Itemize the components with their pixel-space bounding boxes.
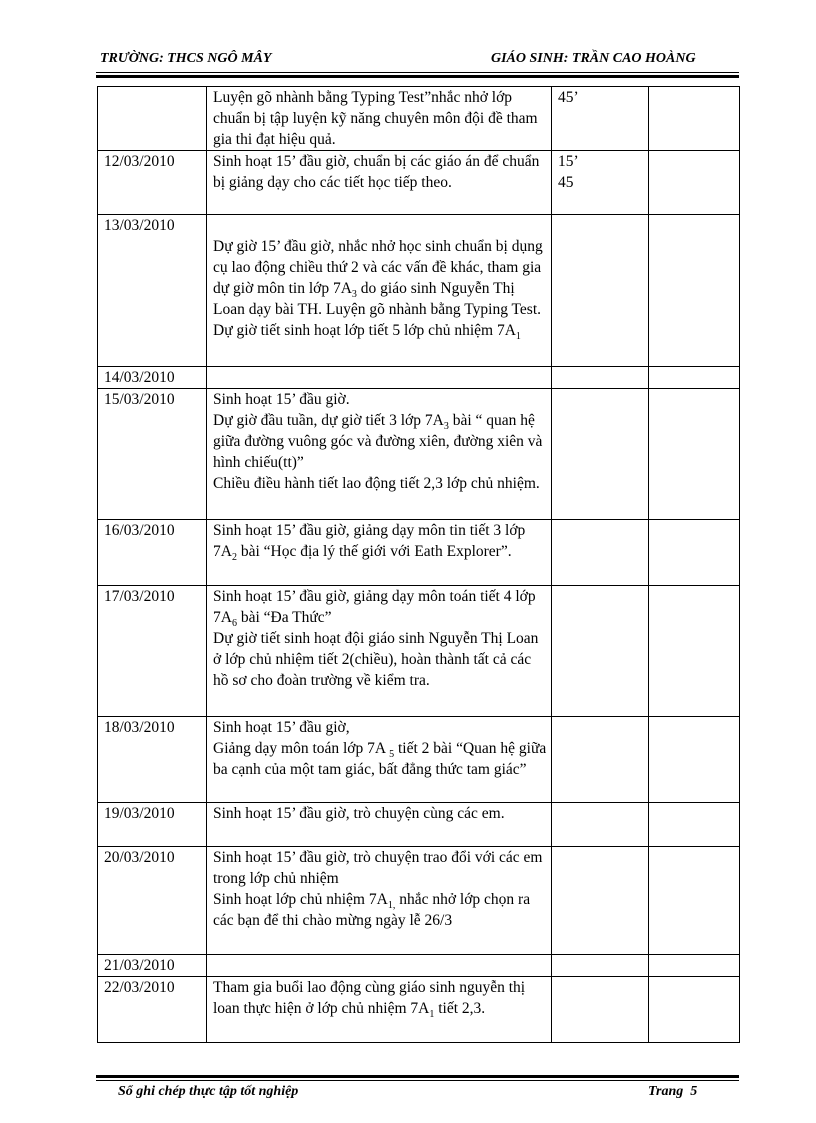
page-number <box>648 1084 697 1100</box>
date-cell: 15/03/2010 <box>98 389 207 520</box>
duration-cell: 15’ 45 <box>552 151 649 215</box>
date-cell: 20/03/2010 <box>98 847 207 955</box>
duration-cell <box>552 389 649 520</box>
note-cell <box>649 87 740 151</box>
note-cell <box>649 151 740 215</box>
table-row <box>98 367 740 389</box>
duration-cell <box>552 367 649 389</box>
note-cell <box>649 803 740 847</box>
table-row <box>98 87 740 151</box>
header-school: TRƯỜNG: THCS NGÔ MÂY <box>100 51 272 66</box>
note-cell <box>649 977 740 1043</box>
class-subscript: 3 <box>351 289 357 301</box>
note-cell <box>649 215 740 367</box>
activity-cell <box>207 717 552 803</box>
internship-log-table <box>97 86 740 1043</box>
page-label: Trang <box>648 1084 684 1099</box>
note-cell <box>649 586 740 717</box>
date-cell: 21/03/2010 <box>98 955 207 977</box>
table-row <box>98 215 740 367</box>
activity-cell <box>207 955 552 977</box>
date-cell: 14/03/2010 <box>98 367 207 389</box>
note-cell <box>649 955 740 977</box>
table-row <box>98 151 740 215</box>
table-row <box>98 717 740 803</box>
activity-cell: Sinh hoạt 15’ đầu giờ, chuẩn bị các giáo án để chuẩn bị giảng dạy cho các tiết học tiếp theo. <box>207 151 552 215</box>
page-number-value: 5 <box>690 1084 698 1099</box>
note-cell <box>649 520 740 586</box>
activity-cell: Sinh hoạt 15’ đầu giờ, trò chuyện cùng các em. <box>207 803 552 847</box>
class-subscript: 1 <box>429 1009 435 1021</box>
activity-text: Sinh hoạt 15’ đầu giờ, giảng dạy môn tin tiết 3 lớp 7A <box>213 522 526 560</box>
header-rule-thin <box>96 72 739 73</box>
date-cell: 19/03/2010 <box>98 803 207 847</box>
table-row <box>98 955 740 977</box>
activity-text: Sinh hoạt 15’ đầu giờ, Giảng dạy môn toán lớp 7A <box>213 719 386 757</box>
duration-cell: 45’ <box>552 87 649 151</box>
date-cell: 22/03/2010 <box>98 977 207 1043</box>
duration-cell <box>552 520 649 586</box>
header-student-teacher: GIÁO SINH: TRẦN CAO HOÀNG <box>491 51 696 66</box>
activity-text: tiết 2,3. <box>434 1000 486 1017</box>
date-cell: 17/03/2010 <box>98 586 207 717</box>
note-cell <box>649 367 740 389</box>
activity-text: bài “Học địa lý thế giới với Eath Explorer”. <box>236 543 512 560</box>
note-cell <box>649 717 740 803</box>
activity-text: bài “ quan hệ giữa đường vuông góc và đường xiên, đường xiên và hình chiếu(tt)” Chiều điều hành tiết lao động tiết 2,3 lớp chủ nhiệm. <box>213 412 543 492</box>
activity-cell <box>207 586 552 717</box>
table-row <box>98 520 740 586</box>
activity-cell <box>207 389 552 520</box>
duration-cell <box>552 215 649 367</box>
activity-cell <box>207 520 552 586</box>
activity-text: do giáo sinh Nguyễn Thị Loan dạy bài TH. Luyện gõ nhành bằng Typing Test. Dự giờ tiết sinh hoạt lớp tiết 5 lớp chủ nhiệm 7A <box>213 280 542 339</box>
date-cell: 12/03/2010 <box>98 151 207 215</box>
activity-cell: Luyện gõ nhành bằng Typing Test”nhắc nhở lớp chuẩn bị tập luyện kỹ năng chuyên môn đội đề tham gia thi đạt hiệu quả. <box>207 87 552 151</box>
date-cell: 16/03/2010 <box>98 520 207 586</box>
duration-cell <box>552 955 649 977</box>
class-subscript: 1 <box>515 331 521 343</box>
table-row <box>98 847 740 955</box>
activity-text: tiết 2 bài “Quan hệ giữa ba cạnh của một tam giác, bất đẳng thức tam giác” <box>213 740 547 778</box>
note-cell <box>649 389 740 520</box>
note-cell <box>649 847 740 955</box>
footer-rule-thick <box>96 1075 739 1078</box>
activity-text: Sinh hoạt 15’ đầu giờ, giảng dạy môn toán tiết 4 lớp 7A <box>213 588 536 626</box>
duration-cell <box>552 803 649 847</box>
class-subscript: 5 <box>389 749 395 761</box>
duration-cell <box>552 717 649 803</box>
table-row <box>98 586 740 717</box>
header-rule-thick <box>96 75 739 78</box>
activity-text: Dự giờ 15’ đầu giờ, nhắc nhở học sinh chuẩn bị dụng cụ lao động chiều thứ 2 và các vấn đề khác, tham gia dự giờ môn tin lớp 7A <box>213 238 543 297</box>
footer-rule-thin <box>96 1080 739 1081</box>
date-cell: 18/03/2010 <box>98 717 207 803</box>
activity-cell <box>207 215 552 367</box>
activity-cell <box>207 367 552 389</box>
class-subscript: 6 <box>231 618 237 630</box>
date-cell: 13/03/2010 <box>98 215 207 367</box>
duration-cell <box>552 847 649 955</box>
activity-text: nhắc nhở lớp chọn ra các bạn để thi chào mừng ngày lễ 26/3 <box>213 891 531 929</box>
table-row <box>98 389 740 520</box>
activity-text: Sinh hoạt 15’ đầu giờ. Dự giờ đầu tuần, dự giờ tiết 3 lớp 7A <box>213 391 444 429</box>
activity-text: Sinh hoạt 15’ đầu giờ, trò chuyện trao đổi với các em trong lớp chủ nhiệm Sinh hoạt lớp chủ nhiệm 7A <box>213 849 543 908</box>
class-subscript: 1, <box>387 900 396 912</box>
activity-cell <box>207 847 552 955</box>
table-row <box>98 803 740 847</box>
duration-cell <box>552 586 649 717</box>
activity-text: Tham gia buổi lao động cùng giáo sinh nguyễn thị loan thực hiện ở lớp chủ nhiệm 7A <box>213 979 526 1017</box>
activity-text: bài “Đa Thức” Dự giờ tiết sinh hoạt đội giáo sinh Nguyễn Thị Loan ở lớp chủ nhiệm tiết 2(chiều), hoàn thành tất cả các hồ sơ cho đoàn trường về kiểm tra. <box>213 609 539 689</box>
table-row <box>98 977 740 1043</box>
date-cell <box>98 87 207 151</box>
class-subscript: 3 <box>443 421 449 433</box>
duration-cell <box>552 977 649 1043</box>
activity-cell <box>207 977 552 1043</box>
class-subscript: 2 <box>231 552 237 564</box>
footer-title: Sổ ghi chép thực tập tốt nghiệp <box>118 1084 299 1099</box>
